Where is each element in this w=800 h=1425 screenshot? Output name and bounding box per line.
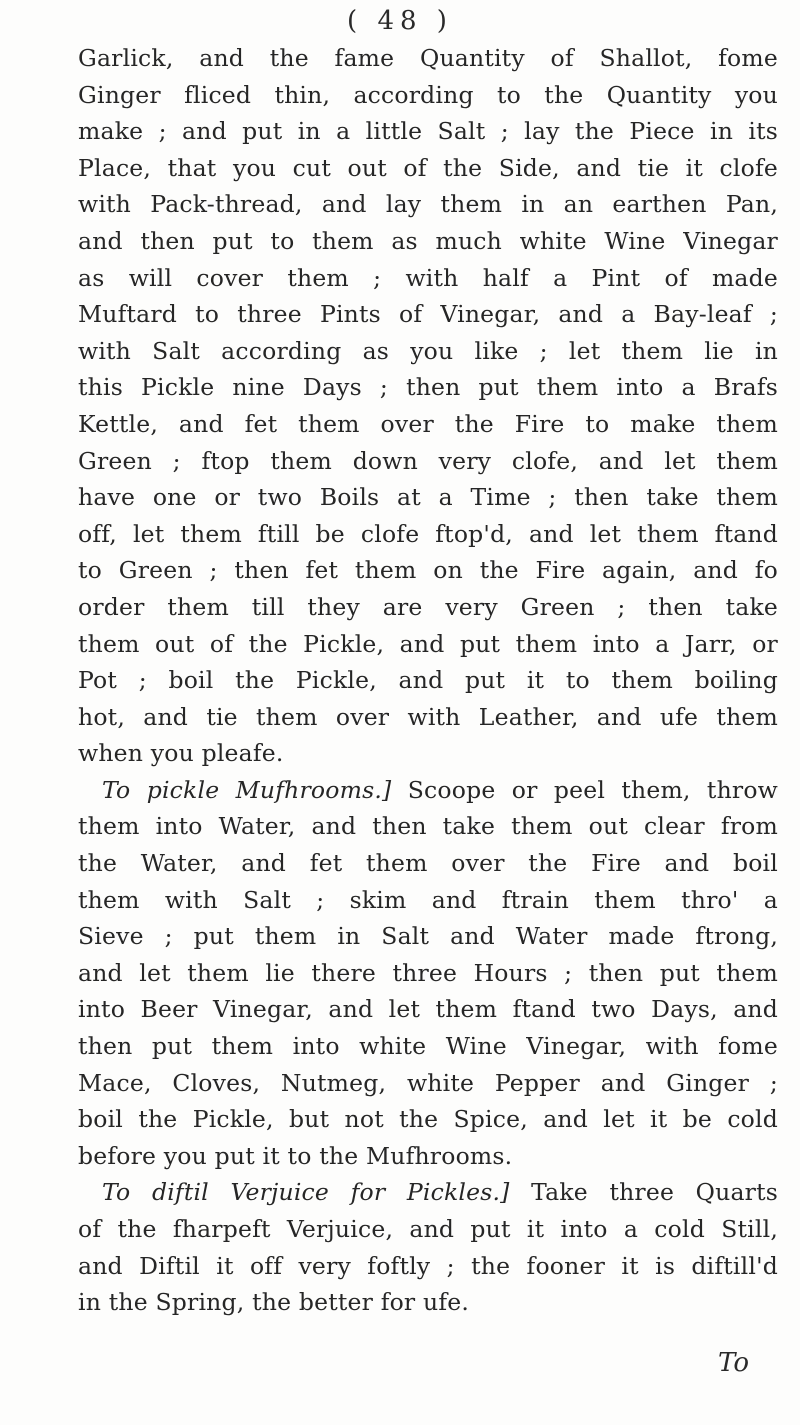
recipe-title-verjuice: To diftil Verjuice for Pickles.] (102, 1178, 510, 1207)
text-line: in the Spring, the better for ufe. (78, 1288, 470, 1317)
text-line: Mace, Cloves, Nutmeg, white Pepper and Ginger ; (78, 1068, 778, 1097)
text-line: them with Salt ; skim and ftrain them thro' a (78, 885, 778, 914)
text-line: Muftard to three Pints of Vinegar, and a Bay-leaf ; (78, 300, 778, 329)
body-text (78, 40, 778, 1321)
text-line: them into Water, and then take them out clear from (78, 812, 778, 841)
recipe-title-mushrooms: To pickle Mufhrooms.] (102, 775, 392, 804)
text-line: them out of the Pickle, and put them into a Jarr, or (78, 629, 778, 658)
text-line: hot, and tie them over with Leather, and ufe them (78, 702, 778, 731)
text-run: Take three Quarts (509, 1178, 778, 1207)
recipe-heading-line-verjuice (78, 1174, 778, 1211)
text-line: off, let them ftill be clofe ftop'd, and let them ftand (78, 519, 778, 548)
text-line: Ginger fliced thin, according to the Quantity you (78, 80, 778, 109)
text-line: of the fharpeft Verjuice, and put it into a cold Still, (78, 1215, 778, 1243)
text-line: with Pack-thread, and lay them in an earthen Pan, (78, 190, 778, 219)
text-line: boil the Pickle, but not the Spice, and let it be cold (78, 1105, 778, 1134)
text-line: Pot ; boil the Pickle, and put it to them boiling (78, 666, 778, 695)
text-line: and Diftil it off very foftly ; the fooner it is diftill'd (78, 1251, 778, 1280)
text-line: Sieve ; put them in Salt and Water made ftrong, (78, 922, 778, 951)
text-line: Place, that you cut out of the Side, and tie it clofe (78, 153, 778, 182)
text-line: Kettle, and fet them over the Fire to make them (78, 409, 778, 438)
text-line: as will cover them ; with half a Pint of made (78, 263, 778, 292)
recipe-heading-line-mushrooms (78, 772, 778, 809)
text-line: when you pleafe. (78, 739, 284, 768)
catchword: To (718, 1348, 749, 1378)
text-run: Scoope or peel them, throw (391, 775, 778, 804)
page-number: ( 48 ) (347, 6, 453, 36)
text-line: into Beer Vinegar, and let them ftand two Days, and (78, 995, 778, 1024)
text-line: the Water, and fet them over the Fire and boil (78, 849, 778, 878)
text-line: Garlick, and the fame Quantity of Shallot, fome (78, 44, 778, 72)
text-line: have one or two Boils at a Time ; then take them (78, 483, 778, 512)
text-line: before you put it to the Mufhrooms. (78, 1141, 513, 1170)
text-line: make ; and put in a little Salt ; lay the Piece in its (78, 117, 778, 146)
text-line: Green ; ftop them down very clofe, and let them (78, 446, 778, 475)
text-line: and let them lie there three Hours ; then put them (78, 958, 778, 987)
text-line: and then put to them as much white Wine Vinegar (78, 226, 778, 255)
text-line: order them till they are very Green ; then take (78, 592, 778, 621)
text-line: with Salt according as you like ; let them lie in (78, 336, 778, 365)
text-line: this Pickle nine Days ; then put them into a Brafs (78, 373, 778, 402)
text-line: then put them into white Wine Vinegar, with fome (78, 1032, 778, 1061)
text-line: to Green ; then fet them on the Fire again, and fo (78, 556, 778, 585)
